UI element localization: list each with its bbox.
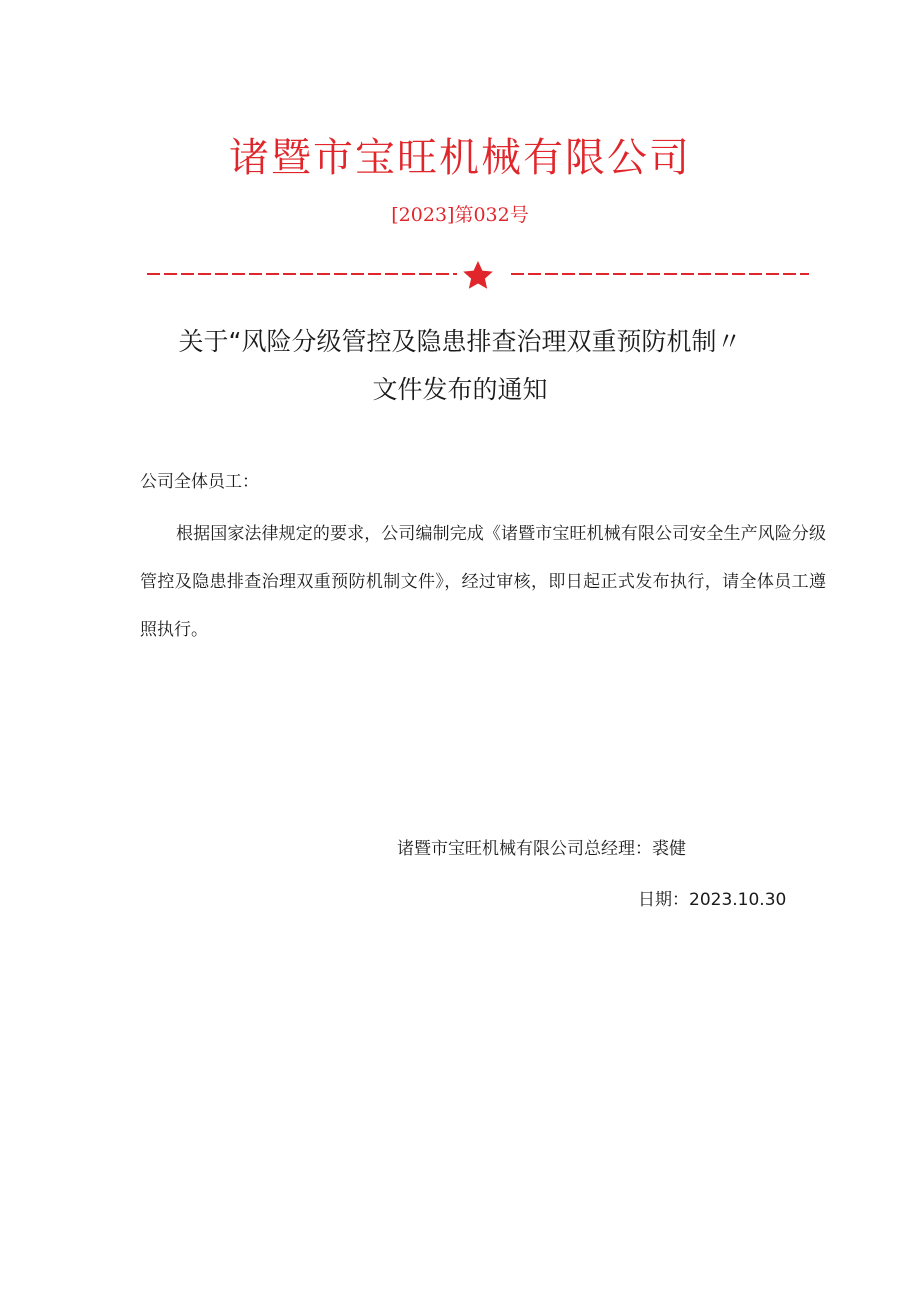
red-divider (145, 258, 811, 298)
date-line: 日期：2023.10.30 (638, 890, 787, 910)
star-icon (463, 261, 493, 289)
organization-title: 诸暨市宝旺机械有限公司 (229, 135, 691, 181)
salutation: 公司全体员工： (140, 472, 259, 492)
signature-line: 诸暨市宝旺机械有限公司总经理：裘健 (397, 839, 686, 859)
notice-title (0, 318, 920, 414)
notice-title-line1: 关于“风险分级管控及隐患排查治理双重预防机制〃 (178, 327, 742, 356)
body-paragraph: 根据国家法律规定的要求，公司编制完成《诸暨市宝旺机械有限公司安全生产风险分级管控及隐患排查治理双重预防机制文件》，经过审核，即日起正式发布执行，请全体员工遵照执行。 (140, 524, 826, 640)
document-number: [2023]第032号 (391, 204, 529, 226)
notice-title-line2: 文件发布的通知 (372, 375, 548, 404)
